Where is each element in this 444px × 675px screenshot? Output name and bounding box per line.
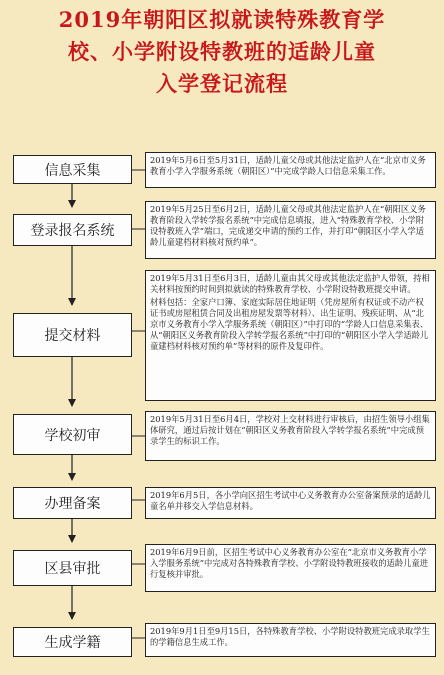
step-desc-generate-student-status bbox=[145, 623, 436, 657]
title-line-3: 入学登记流程 bbox=[156, 71, 288, 96]
step-box-submit-materials bbox=[13, 313, 132, 357]
step-label: 提交材料 bbox=[44, 328, 101, 344]
step-desc-text: 2019年5月6日至5月31日，适龄儿童父母或其他法定监护人在“北京市义务教育小学入学服务系统（朝阳区）”中完成学龄人口信息采集工作。 bbox=[150, 155, 426, 176]
step-label: 区县审批 bbox=[44, 561, 101, 577]
step-box-login-registration bbox=[13, 214, 132, 246]
step-box-generate-student-status bbox=[13, 627, 132, 657]
title-line-1: 2019年朝阳区拟就读特殊教育学 bbox=[58, 7, 386, 32]
step-desc-text: 2019年6月9日前，区招生考试中心义务教育办公室在“北京市义务教育小学入学服务系统”中完成对各特殊教育学校、小学附设特教班接收的适龄儿童进行复核并审批。 bbox=[150, 547, 429, 579]
title-line-2: 校、小学附设特教班的适龄儿童 bbox=[68, 39, 376, 64]
step-desc-filing bbox=[145, 487, 436, 519]
step-desc-text: 2019年5月31日至6月4日，学校对上交材料进行审核后，由招生领导小组集体研究，通过后按计划在“朝阳区义务教育阶段入学转学报名系统”中完成预录学生的标识工作。 bbox=[150, 414, 430, 446]
step-box-district-approval bbox=[13, 550, 132, 586]
step-desc-district-approval bbox=[145, 544, 436, 592]
step-desc-info-collection bbox=[145, 152, 436, 188]
step-label: 办理备案 bbox=[44, 496, 101, 512]
step-box-school-review bbox=[13, 414, 132, 455]
step-label: 学校初审 bbox=[44, 427, 101, 444]
step-desc-text: 2019年5月31日至6月3日，适龄儿童由其父母或其他法定监护人带领，持相关材料按预约时间到拟就读的特殊教育学校、小学附设特教班提交申请。 bbox=[150, 273, 430, 294]
step-label: 登录报名系统 bbox=[30, 223, 115, 239]
step-desc-text: 2019年6月5日，各小学向区招生考试中心义务教育办公室备案预录的适龄儿童名单并移交入学信息材料。 bbox=[150, 490, 431, 511]
step-desc-login-registration bbox=[145, 201, 436, 259]
step-box-info-collection bbox=[13, 155, 132, 184]
step-desc-text: 2019年9月1日至9月15日，各特殊教育学校、小学附设特教班完成录取学生的学籍信息生成工作。 bbox=[150, 626, 430, 647]
step-label: 生成学籍 bbox=[44, 635, 101, 651]
step-desc-school-review bbox=[145, 411, 436, 461]
step-desc-text: 材料包括：全家户口簿、家庭实际居住地证明（凭房屋所有权证或不动产权证书或房屋租赁合同及出租房屋发票等材料）、出生证明、残疾证明、从“北京市义务教育小学入学服务系统（朝阳区）”中打印的“学龄人口信息采集表、从“朝阳区义务教育阶段入学转学报名系统”中打印的“朝阳区小学入学适龄儿童建档材料核对预约单”等材料的原件及复印件。 bbox=[150, 297, 429, 351]
step-box-filing bbox=[13, 487, 132, 519]
step-desc-submit-materials bbox=[145, 270, 436, 401]
step-desc-text: 2019年5月25日至6月2日，适龄儿童父母或其他法定监护人在“朝阳区义务教育阶段入学转学报名系统”中完成信息填报，进入“特殊教育学校、小学附设特教班入学”端口，完成递交申请的预约工作，并打印“朝阳区小学入学适龄儿童建档材料核对预约单”。 bbox=[150, 204, 426, 247]
step-label: 信息采集 bbox=[44, 162, 101, 179]
